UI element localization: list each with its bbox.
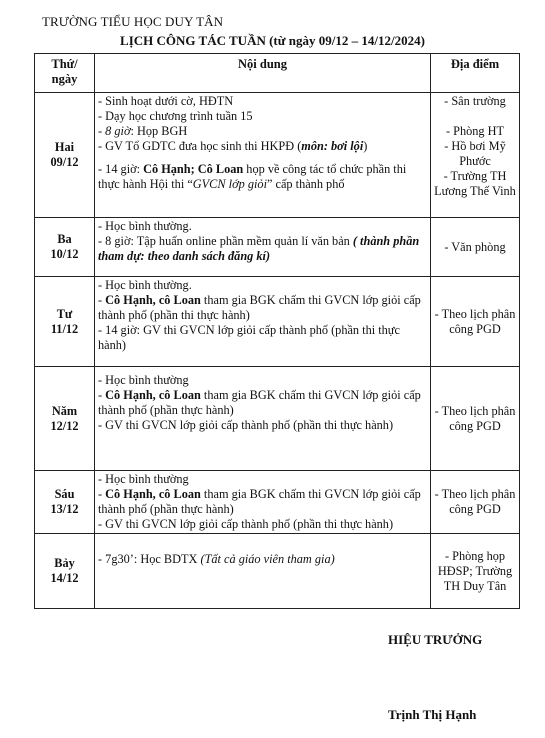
header-content: Nội dung xyxy=(95,54,431,93)
day-cell: Ba 10/12 xyxy=(35,218,95,277)
place-cell: - Theo lịch phân công PGD xyxy=(431,277,520,367)
table-header-row xyxy=(35,54,520,93)
place-cell: - Phòng họp HĐSP; Trường TH Duy Tân xyxy=(431,534,520,609)
title-main: LỊCH CÔNG TÁC TUẦN xyxy=(120,33,266,48)
day-cell: Tư 11/12 xyxy=(35,277,95,367)
day-cell: Sáu 13/12 xyxy=(35,471,95,534)
table-row xyxy=(35,93,520,218)
table-row xyxy=(35,534,520,609)
schedule-table xyxy=(34,53,520,609)
day-cell: Hai 09/12 xyxy=(35,93,95,218)
header-place: Địa điểm xyxy=(431,54,520,93)
place-cell: - Văn phòng xyxy=(431,218,520,277)
signature-title: HIỆU TRƯỞNG xyxy=(388,632,483,647)
content-cell: - Học bình thường. - Cô Hạnh, cô Loan tham gia BGK chấm thi GVCN lớp giỏi cấp thành phố (phần thi thực hành) - 14 giờ: GV thi GVCN lớp giỏi cấp thành phố (phần thi thực hành) xyxy=(95,277,431,367)
title-date-range: (từ ngày 09/12 – 14/12/2024) xyxy=(269,33,425,48)
day-cell: Năm 12/12 xyxy=(35,367,95,471)
content-cell: - Học bình thường - Cô Hạnh, cô Loan tham gia BGK chấm thi GVCN lớp giỏi cấp thành phố (phần thực hành) - GV thi GVCN lớp giỏi cấp thành phố (phần thi thực hành) xyxy=(95,367,431,471)
place-cell: - Sân trường - Phòng HT - Hồ bơi Mỹ Phước - Trường TH Lương Thế Vinh xyxy=(431,93,520,218)
school-name: TRƯỜNG TIỂU HỌC DUY TÂN xyxy=(42,14,224,29)
table-row xyxy=(35,218,520,277)
content-cell: - Học bình thường - Cô Hạnh, cô Loan tham gia BGK chấm thi GVCN lớp giỏi cấp thành phố (phần thực hành) - GV thi GVCN lớp giỏi cấp thành phố (phần thi thực hành) xyxy=(95,471,431,534)
table-row xyxy=(35,471,520,534)
table-row xyxy=(35,367,520,471)
place-cell: - Theo lịch phân công PGD xyxy=(431,367,520,471)
content-cell: - 7g30’: Học BDTX (Tất cả giáo viên tham gia) xyxy=(95,534,431,609)
day-cell: Bảy 14/12 xyxy=(35,534,95,609)
table-row xyxy=(35,277,520,367)
content-cell: - Học bình thường. - 8 giờ: Tập huấn online phần mềm quản lí văn bản ( thành phần tham dự: theo danh sách đăng kí) xyxy=(95,218,431,277)
header-day: Thứ/ ngày xyxy=(35,54,95,93)
content-cell: - Sinh hoạt dưới cờ, HĐTN - Dạy học chương trình tuần 15 - 8 giờ: Họp BGH - GV Tổ GDTC đưa học sinh thi HKPĐ (môn: bơi lội) - 14 giờ: Cô Hạnh; Cô Loan họp về công tác tổ chức phần thi thực hành Hội thi “GVCN lớp giỏi” cấp thành phố xyxy=(95,93,431,218)
signature-name: Trịnh Thị Hạnh xyxy=(388,707,477,722)
document-title xyxy=(0,33,545,49)
place-cell: - Theo lịch phân công PGD xyxy=(431,471,520,534)
